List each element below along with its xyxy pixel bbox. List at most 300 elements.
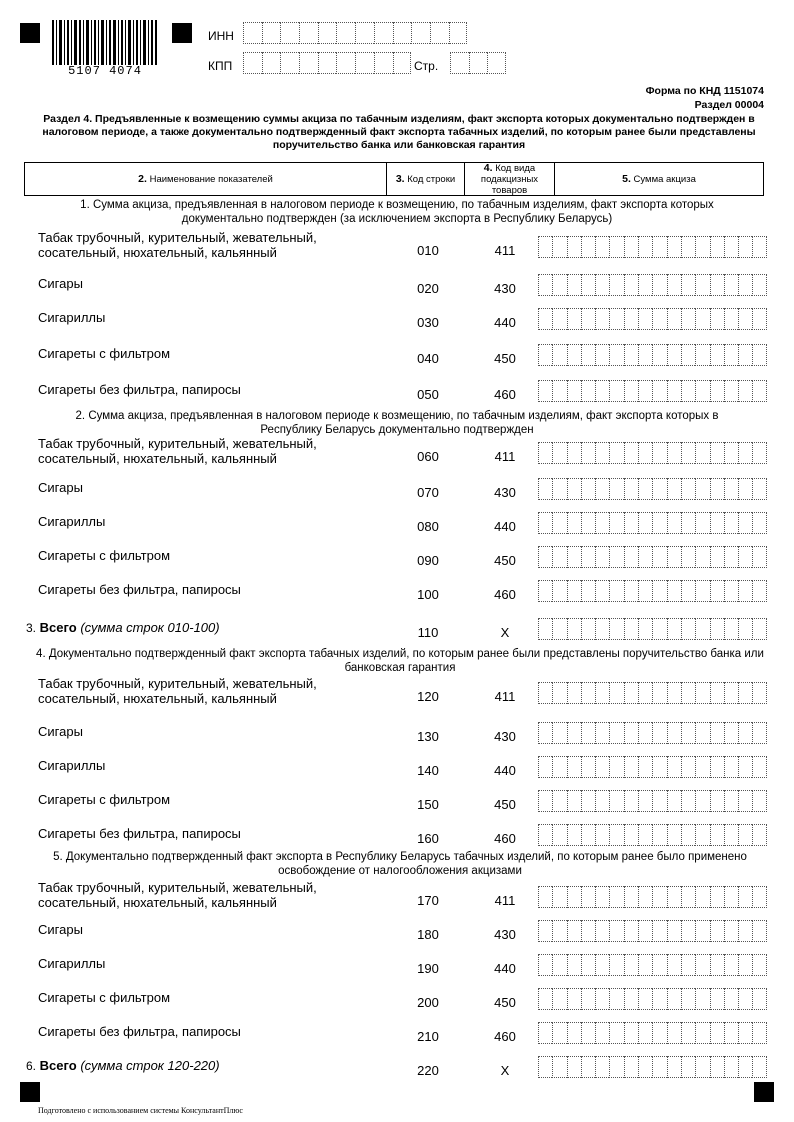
- amount-digit-cell[interactable]: [609, 988, 623, 1010]
- amount-digit-cell[interactable]: [638, 580, 652, 602]
- amount-digit-cell[interactable]: [752, 344, 766, 366]
- amount-digit-cell[interactable]: [710, 790, 724, 812]
- amount-digit-cell[interactable]: [624, 442, 638, 464]
- input-cell[interactable]: [243, 52, 262, 74]
- amount-digit-cell[interactable]: [567, 512, 581, 534]
- amount-digit-cell[interactable]: [567, 756, 581, 778]
- excise-amount-field[interactable]: [538, 954, 767, 976]
- amount-digit-cell[interactable]: [581, 274, 595, 296]
- amount-digit-cell[interactable]: [538, 988, 552, 1010]
- excise-amount-field[interactable]: [538, 512, 767, 534]
- excise-amount-field[interactable]: [538, 344, 767, 366]
- amount-digit-cell[interactable]: [710, 546, 724, 568]
- amount-digit-cell[interactable]: [695, 1056, 709, 1078]
- amount-digit-cell[interactable]: [624, 1056, 638, 1078]
- amount-digit-cell[interactable]: [710, 478, 724, 500]
- amount-digit-cell[interactable]: [581, 380, 595, 402]
- input-cell[interactable]: [299, 52, 318, 74]
- amount-digit-cell[interactable]: [567, 682, 581, 704]
- amount-digit-cell[interactable]: [609, 512, 623, 534]
- amount-digit-cell[interactable]: [695, 756, 709, 778]
- amount-digit-cell[interactable]: [624, 308, 638, 330]
- amount-digit-cell[interactable]: [681, 478, 695, 500]
- excise-amount-field[interactable]: [538, 236, 767, 258]
- amount-digit-cell[interactable]: [567, 236, 581, 258]
- amount-digit-cell[interactable]: [681, 790, 695, 812]
- amount-digit-cell[interactable]: [681, 274, 695, 296]
- excise-amount-field[interactable]: [538, 920, 767, 942]
- amount-digit-cell[interactable]: [624, 546, 638, 568]
- input-cell[interactable]: [450, 52, 469, 74]
- input-cell[interactable]: [280, 52, 299, 74]
- amount-digit-cell[interactable]: [667, 920, 681, 942]
- input-cell[interactable]: [430, 22, 449, 44]
- amount-digit-cell[interactable]: [638, 344, 652, 366]
- amount-digit-cell[interactable]: [609, 756, 623, 778]
- amount-digit-cell[interactable]: [567, 442, 581, 464]
- amount-digit-cell[interactable]: [695, 380, 709, 402]
- amount-digit-cell[interactable]: [595, 380, 609, 402]
- amount-digit-cell[interactable]: [681, 344, 695, 366]
- amount-digit-cell[interactable]: [681, 618, 695, 640]
- amount-digit-cell[interactable]: [738, 274, 752, 296]
- amount-digit-cell[interactable]: [552, 618, 566, 640]
- amount-digit-cell[interactable]: [638, 790, 652, 812]
- amount-digit-cell[interactable]: [538, 442, 552, 464]
- amount-digit-cell[interactable]: [624, 756, 638, 778]
- amount-digit-cell[interactable]: [609, 344, 623, 366]
- amount-digit-cell[interactable]: [667, 722, 681, 744]
- amount-digit-cell[interactable]: [595, 512, 609, 534]
- amount-digit-cell[interactable]: [595, 236, 609, 258]
- amount-digit-cell[interactable]: [581, 790, 595, 812]
- amount-digit-cell[interactable]: [624, 682, 638, 704]
- amount-digit-cell[interactable]: [752, 988, 766, 1010]
- amount-digit-cell[interactable]: [595, 988, 609, 1010]
- amount-digit-cell[interactable]: [652, 954, 666, 976]
- amount-digit-cell[interactable]: [738, 546, 752, 568]
- amount-digit-cell[interactable]: [695, 790, 709, 812]
- amount-digit-cell[interactable]: [710, 512, 724, 534]
- amount-digit-cell[interactable]: [624, 886, 638, 908]
- amount-digit-cell[interactable]: [738, 790, 752, 812]
- amount-digit-cell[interactable]: [695, 344, 709, 366]
- amount-digit-cell[interactable]: [595, 790, 609, 812]
- amount-digit-cell[interactable]: [538, 512, 552, 534]
- excise-amount-field[interactable]: [538, 790, 767, 812]
- amount-digit-cell[interactable]: [624, 1022, 638, 1044]
- excise-amount-field[interactable]: [538, 580, 767, 602]
- amount-digit-cell[interactable]: [552, 512, 566, 534]
- excise-amount-field[interactable]: [538, 1056, 767, 1078]
- amount-digit-cell[interactable]: [538, 380, 552, 402]
- amount-digit-cell[interactable]: [710, 344, 724, 366]
- amount-digit-cell[interactable]: [567, 790, 581, 812]
- amount-digit-cell[interactable]: [695, 236, 709, 258]
- amount-digit-cell[interactable]: [738, 236, 752, 258]
- amount-digit-cell[interactable]: [710, 274, 724, 296]
- amount-digit-cell[interactable]: [538, 682, 552, 704]
- amount-digit-cell[interactable]: [752, 954, 766, 976]
- amount-digit-cell[interactable]: [724, 546, 738, 568]
- amount-digit-cell[interactable]: [710, 722, 724, 744]
- amount-digit-cell[interactable]: [595, 618, 609, 640]
- amount-digit-cell[interactable]: [538, 824, 552, 846]
- amount-digit-cell[interactable]: [624, 236, 638, 258]
- excise-amount-field[interactable]: [538, 478, 767, 500]
- page-number-field[interactable]: [450, 52, 506, 74]
- amount-digit-cell[interactable]: [552, 954, 566, 976]
- amount-digit-cell[interactable]: [567, 274, 581, 296]
- amount-digit-cell[interactable]: [681, 682, 695, 704]
- amount-digit-cell[interactable]: [652, 920, 666, 942]
- excise-amount-field[interactable]: [538, 442, 767, 464]
- amount-digit-cell[interactable]: [638, 308, 652, 330]
- amount-digit-cell[interactable]: [595, 344, 609, 366]
- amount-digit-cell[interactable]: [552, 546, 566, 568]
- amount-digit-cell[interactable]: [595, 954, 609, 976]
- amount-digit-cell[interactable]: [752, 618, 766, 640]
- amount-digit-cell[interactable]: [581, 308, 595, 330]
- amount-digit-cell[interactable]: [581, 1056, 595, 1078]
- amount-digit-cell[interactable]: [581, 478, 595, 500]
- amount-digit-cell[interactable]: [581, 824, 595, 846]
- amount-digit-cell[interactable]: [667, 790, 681, 812]
- amount-digit-cell[interactable]: [581, 1022, 595, 1044]
- amount-digit-cell[interactable]: [710, 682, 724, 704]
- amount-digit-cell[interactable]: [710, 920, 724, 942]
- amount-digit-cell[interactable]: [567, 1056, 581, 1078]
- inn-field[interactable]: [243, 22, 467, 44]
- amount-digit-cell[interactable]: [752, 478, 766, 500]
- amount-digit-cell[interactable]: [609, 478, 623, 500]
- amount-digit-cell[interactable]: [667, 236, 681, 258]
- amount-digit-cell[interactable]: [710, 988, 724, 1010]
- amount-digit-cell[interactable]: [752, 756, 766, 778]
- amount-digit-cell[interactable]: [710, 236, 724, 258]
- amount-digit-cell[interactable]: [695, 988, 709, 1010]
- amount-digit-cell[interactable]: [681, 1056, 695, 1078]
- amount-digit-cell[interactable]: [738, 722, 752, 744]
- amount-digit-cell[interactable]: [724, 380, 738, 402]
- amount-digit-cell[interactable]: [695, 722, 709, 744]
- amount-digit-cell[interactable]: [724, 1022, 738, 1044]
- amount-digit-cell[interactable]: [710, 1022, 724, 1044]
- amount-digit-cell[interactable]: [638, 442, 652, 464]
- amount-digit-cell[interactable]: [638, 380, 652, 402]
- amount-digit-cell[interactable]: [595, 920, 609, 942]
- amount-digit-cell[interactable]: [567, 344, 581, 366]
- amount-digit-cell[interactable]: [609, 274, 623, 296]
- amount-digit-cell[interactable]: [581, 512, 595, 534]
- amount-digit-cell[interactable]: [681, 580, 695, 602]
- amount-digit-cell[interactable]: [624, 988, 638, 1010]
- amount-digit-cell[interactable]: [538, 954, 552, 976]
- amount-digit-cell[interactable]: [695, 512, 709, 534]
- amount-digit-cell[interactable]: [567, 478, 581, 500]
- amount-digit-cell[interactable]: [652, 1056, 666, 1078]
- amount-digit-cell[interactable]: [724, 988, 738, 1010]
- amount-digit-cell[interactable]: [552, 442, 566, 464]
- amount-digit-cell[interactable]: [638, 756, 652, 778]
- input-cell[interactable]: [243, 22, 262, 44]
- amount-digit-cell[interactable]: [695, 682, 709, 704]
- amount-digit-cell[interactable]: [695, 920, 709, 942]
- amount-digit-cell[interactable]: [738, 618, 752, 640]
- amount-digit-cell[interactable]: [567, 546, 581, 568]
- amount-digit-cell[interactable]: [681, 722, 695, 744]
- amount-digit-cell[interactable]: [581, 618, 595, 640]
- input-cell[interactable]: [318, 52, 337, 74]
- amount-digit-cell[interactable]: [581, 580, 595, 602]
- amount-digit-cell[interactable]: [638, 546, 652, 568]
- excise-amount-field[interactable]: [538, 380, 767, 402]
- amount-digit-cell[interactable]: [752, 512, 766, 534]
- input-cell[interactable]: [355, 22, 374, 44]
- amount-digit-cell[interactable]: [652, 344, 666, 366]
- input-cell[interactable]: [393, 52, 412, 74]
- amount-digit-cell[interactable]: [581, 236, 595, 258]
- amount-digit-cell[interactable]: [681, 1022, 695, 1044]
- amount-digit-cell[interactable]: [567, 1022, 581, 1044]
- amount-digit-cell[interactable]: [595, 546, 609, 568]
- amount-digit-cell[interactable]: [538, 722, 552, 744]
- amount-digit-cell[interactable]: [552, 988, 566, 1010]
- amount-digit-cell[interactable]: [652, 886, 666, 908]
- amount-digit-cell[interactable]: [595, 682, 609, 704]
- amount-digit-cell[interactable]: [695, 824, 709, 846]
- amount-digit-cell[interactable]: [595, 308, 609, 330]
- amount-digit-cell[interactable]: [738, 682, 752, 704]
- amount-digit-cell[interactable]: [652, 790, 666, 812]
- amount-digit-cell[interactable]: [538, 790, 552, 812]
- input-cell[interactable]: [469, 52, 488, 74]
- input-cell[interactable]: [280, 22, 299, 44]
- amount-digit-cell[interactable]: [638, 682, 652, 704]
- amount-digit-cell[interactable]: [738, 886, 752, 908]
- amount-digit-cell[interactable]: [609, 886, 623, 908]
- amount-digit-cell[interactable]: [538, 886, 552, 908]
- excise-amount-field[interactable]: [538, 274, 767, 296]
- amount-digit-cell[interactable]: [695, 618, 709, 640]
- amount-digit-cell[interactable]: [552, 380, 566, 402]
- amount-digit-cell[interactable]: [595, 824, 609, 846]
- amount-digit-cell[interactable]: [695, 308, 709, 330]
- amount-digit-cell[interactable]: [738, 824, 752, 846]
- amount-digit-cell[interactable]: [638, 988, 652, 1010]
- amount-digit-cell[interactable]: [595, 1022, 609, 1044]
- amount-digit-cell[interactable]: [581, 756, 595, 778]
- amount-digit-cell[interactable]: [581, 954, 595, 976]
- amount-digit-cell[interactable]: [652, 722, 666, 744]
- amount-digit-cell[interactable]: [567, 580, 581, 602]
- amount-digit-cell[interactable]: [552, 308, 566, 330]
- input-cell[interactable]: [411, 22, 430, 44]
- amount-digit-cell[interactable]: [567, 824, 581, 846]
- amount-digit-cell[interactable]: [667, 442, 681, 464]
- amount-digit-cell[interactable]: [567, 618, 581, 640]
- amount-digit-cell[interactable]: [681, 236, 695, 258]
- amount-digit-cell[interactable]: [624, 920, 638, 942]
- amount-digit-cell[interactable]: [567, 308, 581, 330]
- amount-digit-cell[interactable]: [609, 790, 623, 812]
- amount-digit-cell[interactable]: [624, 274, 638, 296]
- amount-digit-cell[interactable]: [710, 1056, 724, 1078]
- amount-digit-cell[interactable]: [738, 580, 752, 602]
- amount-digit-cell[interactable]: [538, 308, 552, 330]
- amount-digit-cell[interactable]: [681, 954, 695, 976]
- amount-digit-cell[interactable]: [538, 920, 552, 942]
- amount-digit-cell[interactable]: [552, 722, 566, 744]
- amount-digit-cell[interactable]: [738, 1022, 752, 1044]
- amount-digit-cell[interactable]: [609, 682, 623, 704]
- amount-digit-cell[interactable]: [652, 682, 666, 704]
- amount-digit-cell[interactable]: [738, 920, 752, 942]
- amount-digit-cell[interactable]: [667, 308, 681, 330]
- amount-digit-cell[interactable]: [552, 824, 566, 846]
- excise-amount-field[interactable]: [538, 682, 767, 704]
- amount-digit-cell[interactable]: [724, 236, 738, 258]
- amount-digit-cell[interactable]: [552, 756, 566, 778]
- amount-digit-cell[interactable]: [738, 308, 752, 330]
- amount-digit-cell[interactable]: [595, 442, 609, 464]
- amount-digit-cell[interactable]: [581, 546, 595, 568]
- amount-digit-cell[interactable]: [667, 824, 681, 846]
- amount-digit-cell[interactable]: [681, 988, 695, 1010]
- input-cell[interactable]: [336, 52, 355, 74]
- amount-digit-cell[interactable]: [667, 618, 681, 640]
- amount-digit-cell[interactable]: [710, 886, 724, 908]
- amount-digit-cell[interactable]: [681, 442, 695, 464]
- amount-digit-cell[interactable]: [638, 1022, 652, 1044]
- amount-digit-cell[interactable]: [724, 1056, 738, 1078]
- excise-amount-field[interactable]: [538, 824, 767, 846]
- amount-digit-cell[interactable]: [595, 1056, 609, 1078]
- amount-digit-cell[interactable]: [609, 722, 623, 744]
- amount-digit-cell[interactable]: [738, 380, 752, 402]
- amount-digit-cell[interactable]: [652, 824, 666, 846]
- amount-digit-cell[interactable]: [667, 546, 681, 568]
- amount-digit-cell[interactable]: [695, 580, 709, 602]
- amount-digit-cell[interactable]: [667, 988, 681, 1010]
- amount-digit-cell[interactable]: [581, 344, 595, 366]
- amount-digit-cell[interactable]: [667, 1022, 681, 1044]
- amount-digit-cell[interactable]: [752, 920, 766, 942]
- amount-digit-cell[interactable]: [552, 1022, 566, 1044]
- amount-digit-cell[interactable]: [567, 722, 581, 744]
- amount-digit-cell[interactable]: [538, 478, 552, 500]
- amount-digit-cell[interactable]: [695, 546, 709, 568]
- amount-digit-cell[interactable]: [581, 682, 595, 704]
- excise-amount-field[interactable]: [538, 618, 767, 640]
- amount-digit-cell[interactable]: [595, 580, 609, 602]
- amount-digit-cell[interactable]: [552, 274, 566, 296]
- input-cell[interactable]: [355, 52, 374, 74]
- amount-digit-cell[interactable]: [667, 1056, 681, 1078]
- input-cell[interactable]: [374, 52, 393, 74]
- amount-digit-cell[interactable]: [624, 478, 638, 500]
- amount-digit-cell[interactable]: [552, 478, 566, 500]
- amount-digit-cell[interactable]: [609, 546, 623, 568]
- amount-digit-cell[interactable]: [752, 236, 766, 258]
- amount-digit-cell[interactable]: [652, 988, 666, 1010]
- amount-digit-cell[interactable]: [652, 1022, 666, 1044]
- amount-digit-cell[interactable]: [752, 886, 766, 908]
- amount-digit-cell[interactable]: [609, 618, 623, 640]
- amount-digit-cell[interactable]: [538, 344, 552, 366]
- amount-digit-cell[interactable]: [752, 442, 766, 464]
- amount-digit-cell[interactable]: [538, 580, 552, 602]
- amount-digit-cell[interactable]: [638, 886, 652, 908]
- amount-digit-cell[interactable]: [609, 824, 623, 846]
- input-cell[interactable]: [318, 22, 337, 44]
- input-cell[interactable]: [393, 22, 412, 44]
- amount-digit-cell[interactable]: [652, 546, 666, 568]
- amount-digit-cell[interactable]: [538, 274, 552, 296]
- amount-digit-cell[interactable]: [624, 824, 638, 846]
- amount-digit-cell[interactable]: [752, 580, 766, 602]
- amount-digit-cell[interactable]: [724, 722, 738, 744]
- amount-digit-cell[interactable]: [567, 954, 581, 976]
- amount-digit-cell[interactable]: [695, 886, 709, 908]
- kpp-field[interactable]: [243, 52, 411, 74]
- amount-digit-cell[interactable]: [609, 1022, 623, 1044]
- amount-digit-cell[interactable]: [724, 682, 738, 704]
- excise-amount-field[interactable]: [538, 308, 767, 330]
- amount-digit-cell[interactable]: [681, 886, 695, 908]
- amount-digit-cell[interactable]: [667, 478, 681, 500]
- amount-digit-cell[interactable]: [538, 546, 552, 568]
- amount-digit-cell[interactable]: [752, 546, 766, 568]
- amount-digit-cell[interactable]: [624, 954, 638, 976]
- amount-digit-cell[interactable]: [738, 1056, 752, 1078]
- amount-digit-cell[interactable]: [567, 886, 581, 908]
- amount-digit-cell[interactable]: [710, 308, 724, 330]
- amount-digit-cell[interactable]: [752, 790, 766, 812]
- amount-digit-cell[interactable]: [667, 580, 681, 602]
- amount-digit-cell[interactable]: [724, 580, 738, 602]
- amount-digit-cell[interactable]: [581, 722, 595, 744]
- amount-digit-cell[interactable]: [752, 722, 766, 744]
- amount-digit-cell[interactable]: [681, 920, 695, 942]
- amount-digit-cell[interactable]: [538, 756, 552, 778]
- amount-digit-cell[interactable]: [609, 308, 623, 330]
- amount-digit-cell[interactable]: [552, 580, 566, 602]
- amount-digit-cell[interactable]: [724, 344, 738, 366]
- amount-digit-cell[interactable]: [638, 954, 652, 976]
- amount-digit-cell[interactable]: [724, 274, 738, 296]
- amount-digit-cell[interactable]: [552, 682, 566, 704]
- amount-digit-cell[interactable]: [652, 618, 666, 640]
- amount-digit-cell[interactable]: [738, 512, 752, 534]
- amount-digit-cell[interactable]: [724, 790, 738, 812]
- amount-digit-cell[interactable]: [738, 344, 752, 366]
- amount-digit-cell[interactable]: [552, 344, 566, 366]
- excise-amount-field[interactable]: [538, 722, 767, 744]
- amount-digit-cell[interactable]: [724, 442, 738, 464]
- amount-digit-cell[interactable]: [724, 756, 738, 778]
- amount-digit-cell[interactable]: [609, 954, 623, 976]
- amount-digit-cell[interactable]: [652, 512, 666, 534]
- amount-digit-cell[interactable]: [667, 274, 681, 296]
- excise-amount-field[interactable]: [538, 886, 767, 908]
- amount-digit-cell[interactable]: [624, 344, 638, 366]
- amount-digit-cell[interactable]: [667, 954, 681, 976]
- input-cell[interactable]: [487, 52, 506, 74]
- amount-digit-cell[interactable]: [752, 308, 766, 330]
- amount-digit-cell[interactable]: [552, 920, 566, 942]
- amount-digit-cell[interactable]: [738, 442, 752, 464]
